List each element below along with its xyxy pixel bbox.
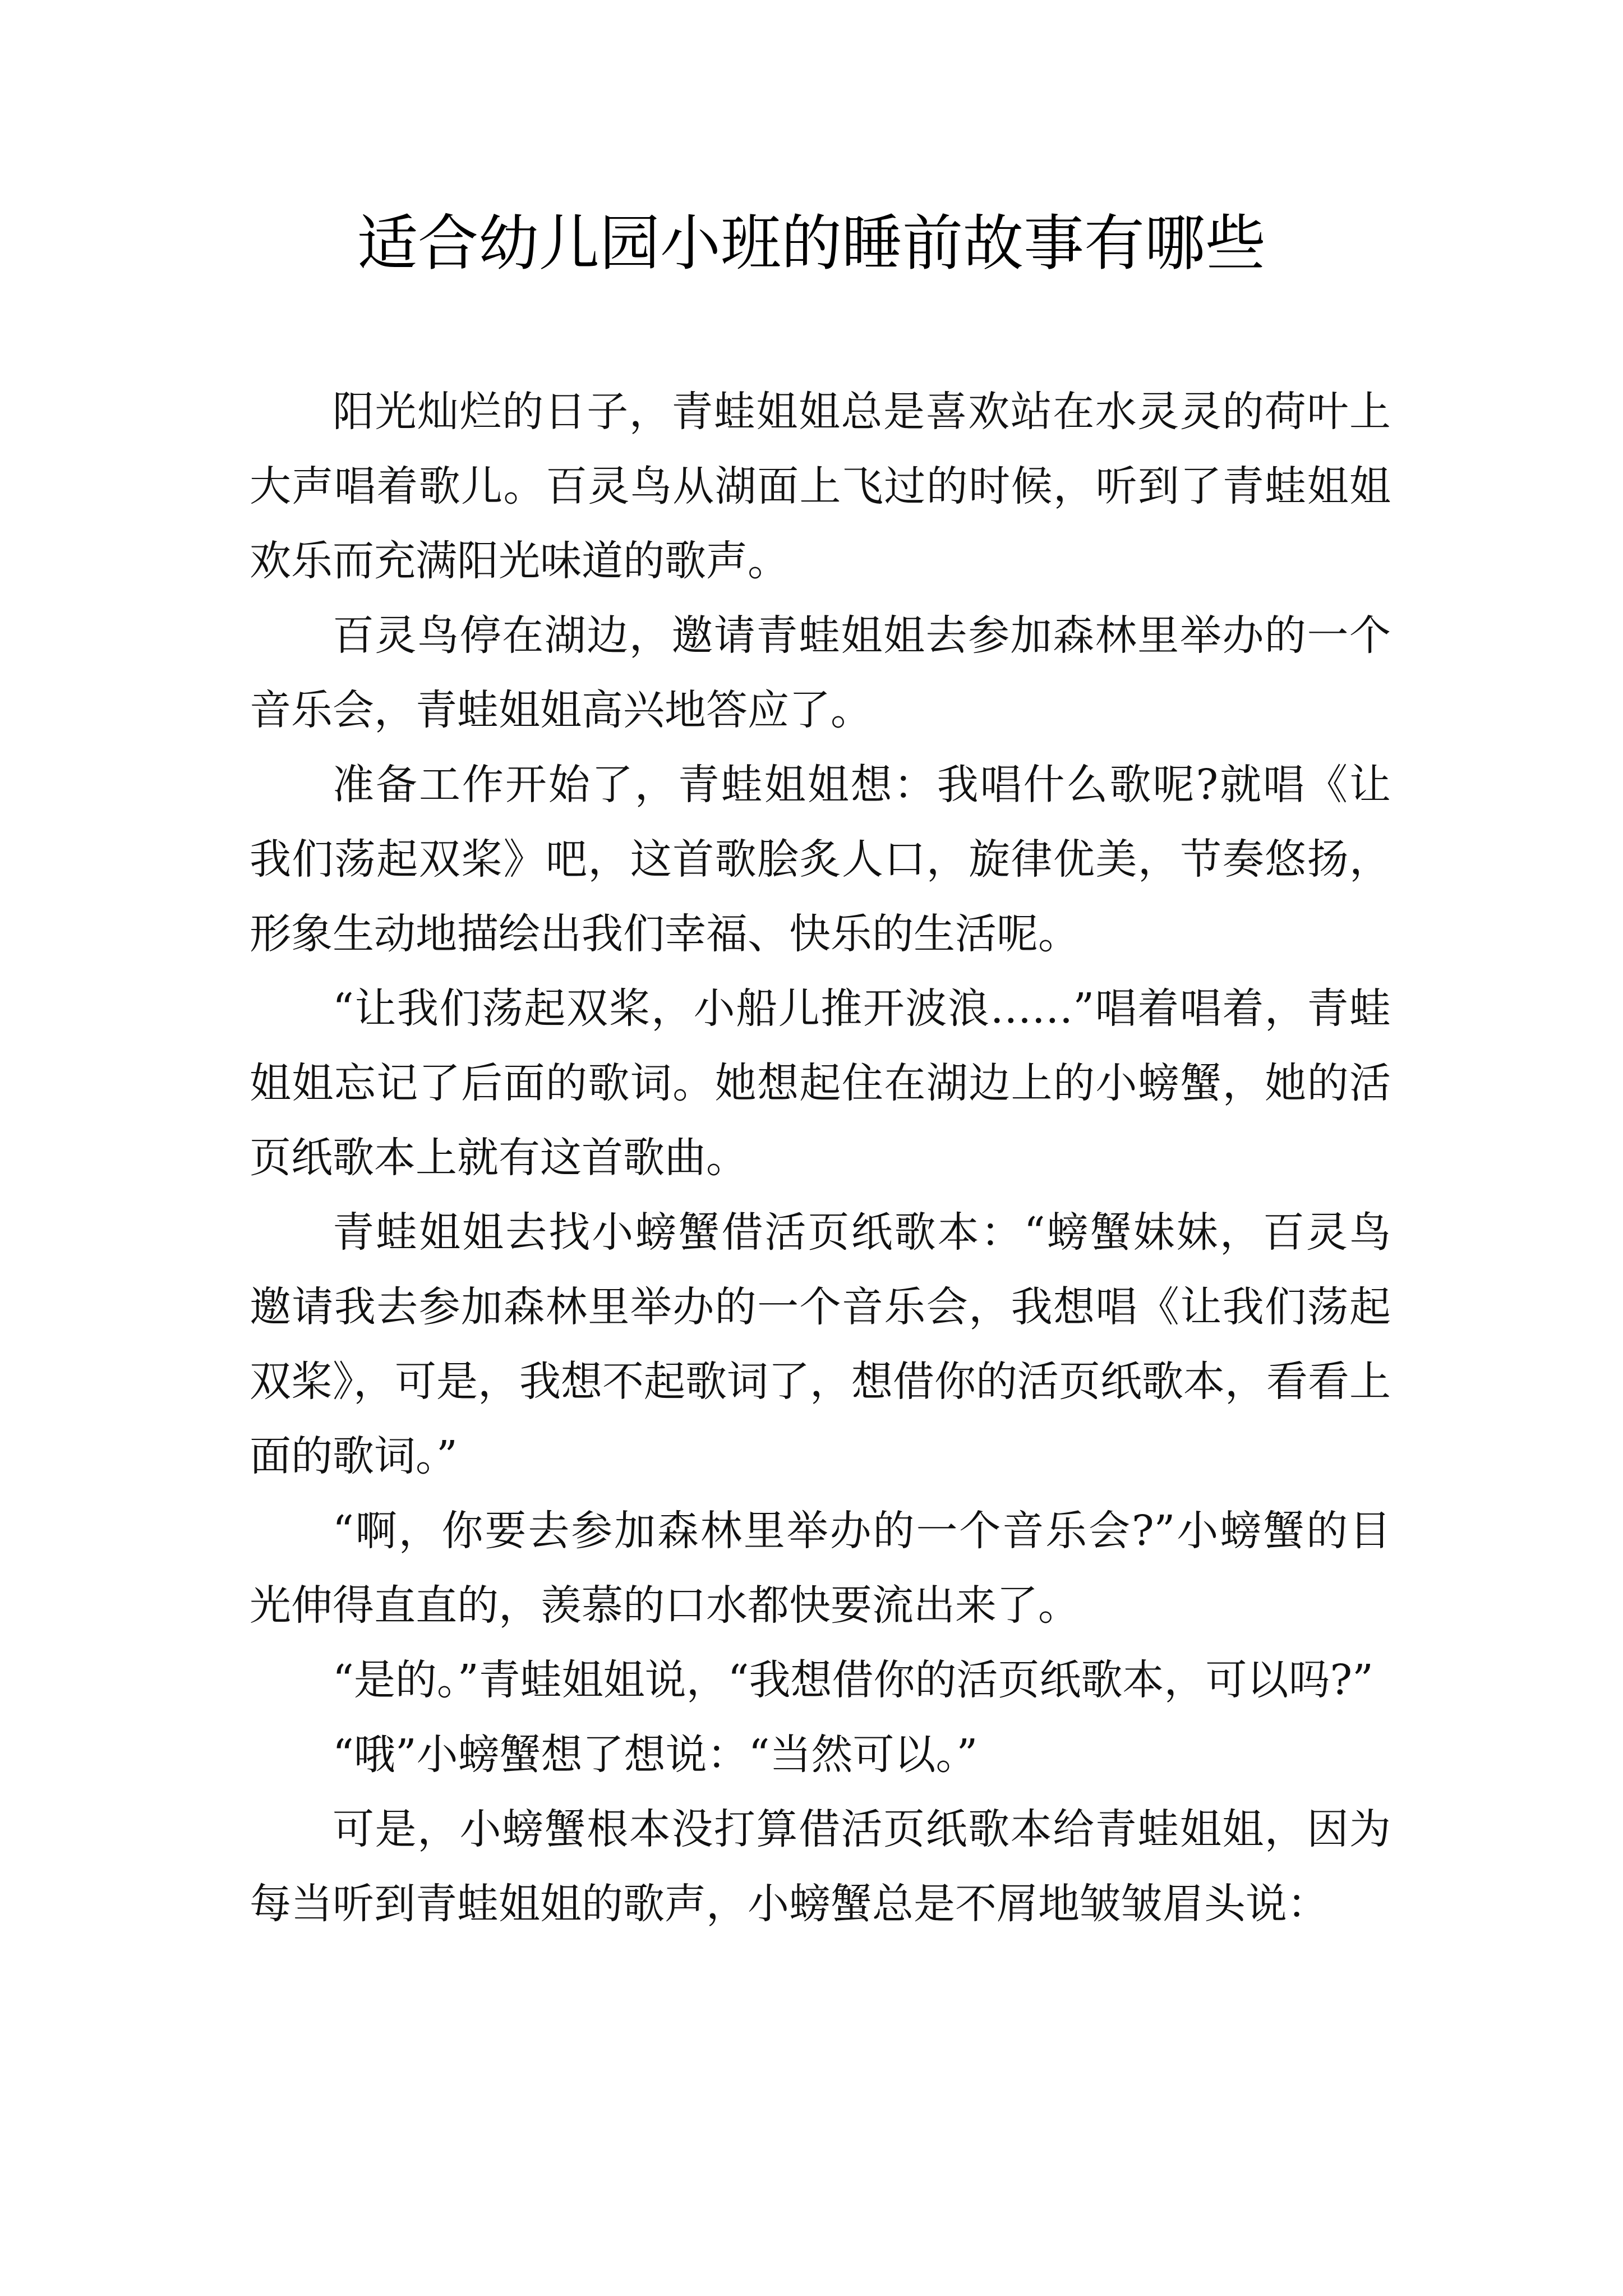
paragraph: 可是，小螃蟹根本没打算借活页纸歌本给青蛙姐姐，因为每当听到青蛙姐姐的歌声，小螃蟹总是不屑地皱皱眉头说：: [250, 1805, 1391, 1928]
paragraph: 阳光灿烂的日子，青蛙姐姐总是喜欢站在水灵灵的荷叶上大声唱着歌儿。百灵鸟从湖面上飞过的时候，听到了青蛙姐姐欢乐而充满阳光味道的歌声。: [250, 388, 1391, 585]
paragraph: 青蛙姐姐去找小螃蟹借活页纸歌本：“螃蟹妹妹，百灵鸟邀请我去参加森林里举办的一个音乐会，我想唱《让我们荡起双桨》，可是，我想不起歌词了，想借你的活页纸歌本，看看上面的歌词。”: [250, 1208, 1391, 1480]
paragraph: “让我们荡起双桨，小船儿推开波浪……”唱着唱着，青蛙姐姐忘记了后面的歌词。她想起住在湖边上的小螃蟹，她的活页纸歌本上就有这首歌曲。: [250, 984, 1391, 1182]
paragraph: 准备工作开始了，青蛙姐姐想：我唱什么歌呢?就唱《让我们荡起双桨》吧，这首歌脍炙人口，旋律优美，节奏悠扬，形象生动地描绘出我们幸福、快乐的生活呢。: [250, 761, 1391, 958]
paragraph: “哦”小螃蟹想了想说：“当然可以。”: [333, 1731, 978, 1779]
paragraph: “啊，你要去参加森林里举办的一个音乐会?”小螃蟹的目光伸得直直的，羡慕的口水都快要流出来了。: [250, 1507, 1391, 1630]
document-title: 适合幼儿园小班的睡前故事有哪些: [357, 209, 1266, 279]
paragraph: 百灵鸟停在湖边，邀请青蛙姐姐去参加森林里举办的一个音乐会，青蛙姐姐高兴地答应了。: [250, 611, 1391, 734]
paragraph: “是的。”青蛙姐姐说，“我想借你的活页纸歌本，可以吗?”: [333, 1656, 1373, 1704]
document-body: [250, 375, 1391, 1941]
